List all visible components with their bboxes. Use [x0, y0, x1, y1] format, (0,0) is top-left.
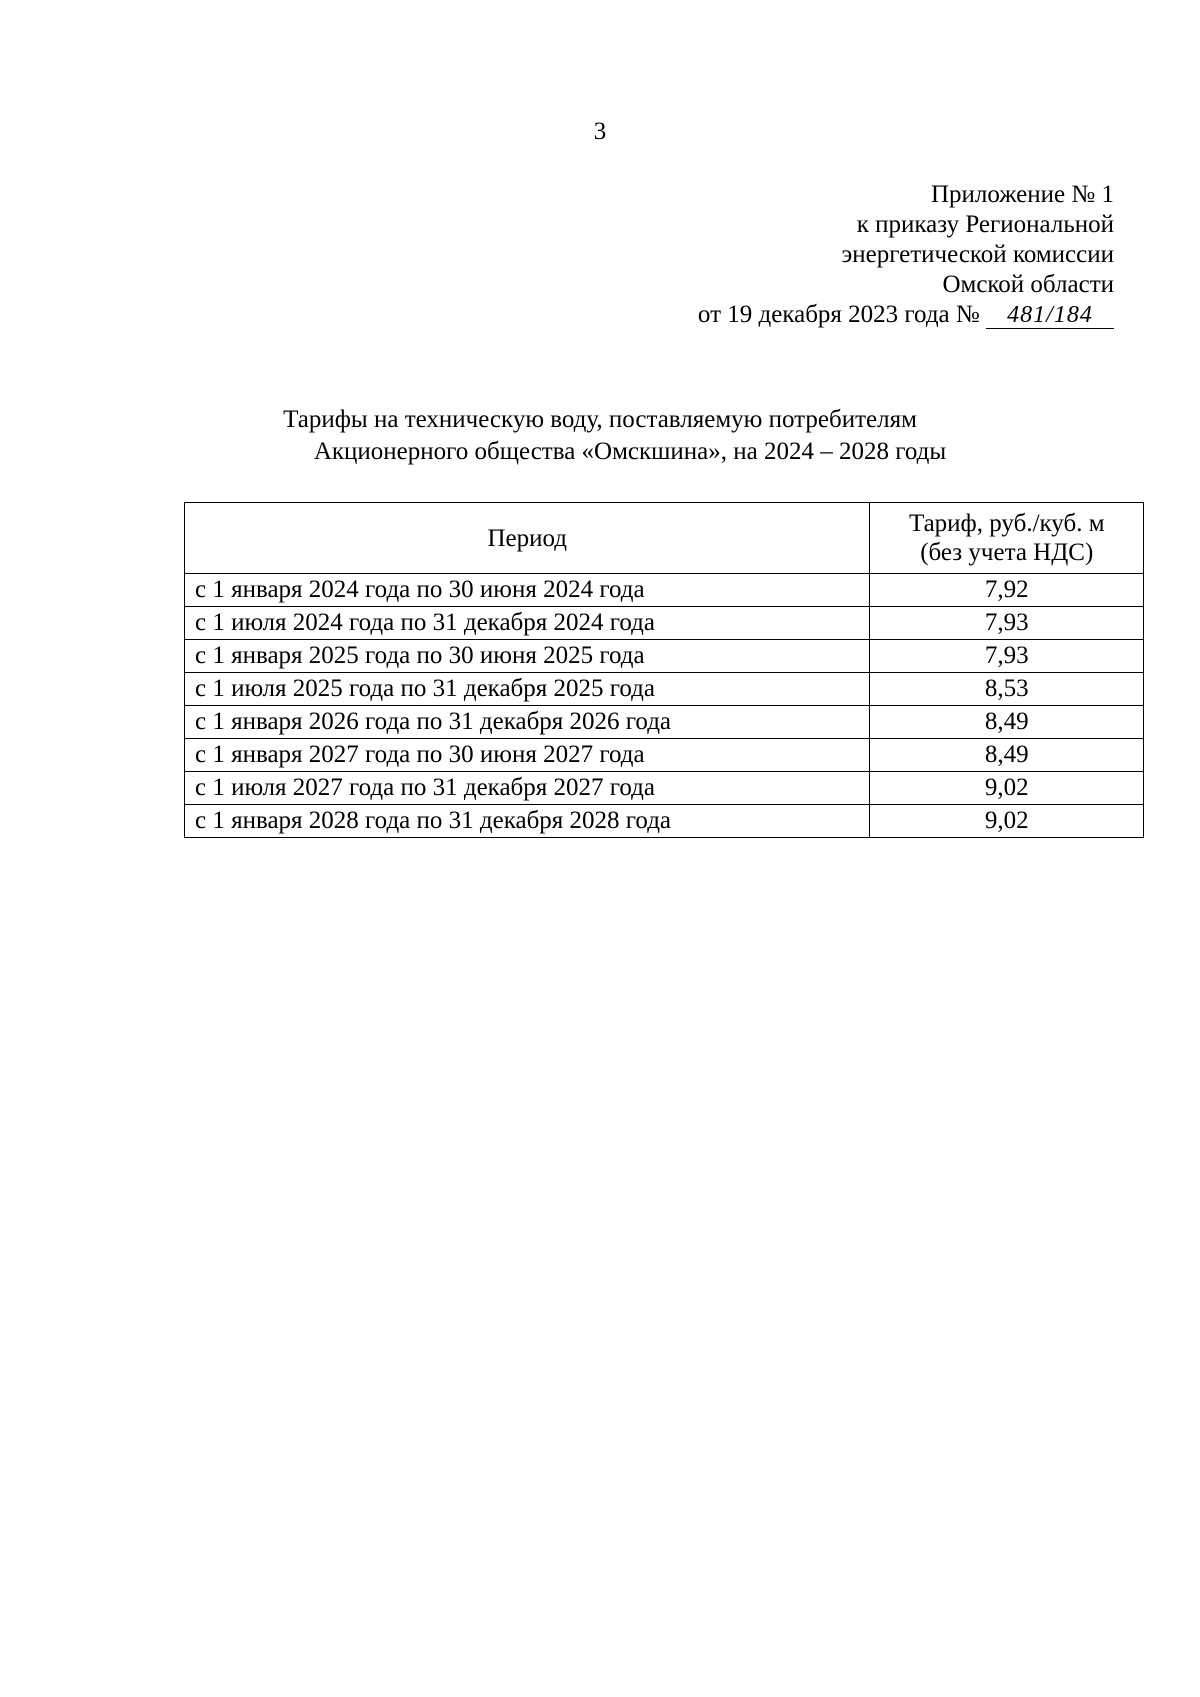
appendix-line-4: Омской области — [942, 271, 1114, 298]
order-date-line — [698, 300, 1114, 330]
tariff-cell: 7,93 — [870, 607, 1144, 640]
period-cell: с 1 июля 2025 года по 31 декабря 2025 года — [185, 673, 870, 706]
table-row — [185, 805, 1144, 838]
table-row — [185, 607, 1144, 640]
header-tariff-line-2: (без учета НДС) — [920, 539, 1094, 566]
period-cell: с 1 июля 2024 года по 31 декабря 2024 года — [185, 607, 870, 640]
table-row — [185, 640, 1144, 673]
appendix-line-1: Приложение № 1 — [930, 181, 1114, 208]
appendix-line-2: к приказу Региональной — [856, 211, 1114, 238]
appendix-block — [698, 180, 1114, 330]
document-title — [0, 404, 1200, 468]
period-cell: с 1 июля 2027 года по 31 декабря 2027 года — [185, 772, 870, 805]
tariff-cell: 7,92 — [870, 574, 1144, 607]
tariff-cell: 9,02 — [870, 772, 1144, 805]
period-cell: с 1 января 2028 года по 31 декабря 2028 года — [185, 805, 870, 838]
tariff-table — [184, 502, 1144, 838]
period-cell: с 1 января 2024 года по 30 июня 2024 года — [185, 574, 870, 607]
header-tariff-line-1: Тариф, руб./куб. м — [908, 510, 1105, 537]
order-date-prefix: от 19 декабря 2023 года № — [697, 301, 980, 328]
header-period: Период — [185, 503, 870, 574]
header-tariff — [870, 503, 1144, 574]
tariff-cell: 8,49 — [870, 706, 1144, 739]
tariff-cell: 9,02 — [870, 805, 1144, 838]
period-cell: с 1 января 2025 года по 30 июня 2025 года — [185, 640, 870, 673]
tariff-cell: 8,49 — [870, 739, 1144, 772]
document-title-line-2: Акционерного общества «Омскшина», на 2024 – 2028 годы — [313, 438, 947, 465]
tariff-cell: 8,53 — [870, 673, 1144, 706]
table-row — [185, 772, 1144, 805]
order-number-handwritten: 481/184 — [986, 302, 1114, 329]
table-header-row — [185, 503, 1144, 574]
table-row — [185, 739, 1144, 772]
tariff-cell: 7,93 — [870, 640, 1144, 673]
appendix-line-3: энергетической комиссии — [841, 241, 1114, 268]
table-row — [185, 673, 1144, 706]
document-title-line-1: Тарифы на техническую воду, поставляемую потребителям — [283, 406, 917, 433]
table-row — [185, 706, 1144, 739]
period-cell: с 1 января 2027 года по 30 июня 2027 года — [185, 739, 870, 772]
period-cell: с 1 января 2026 года по 31 декабря 2026 года — [185, 706, 870, 739]
table-row — [185, 574, 1144, 607]
page-number: 3 — [593, 118, 607, 145]
